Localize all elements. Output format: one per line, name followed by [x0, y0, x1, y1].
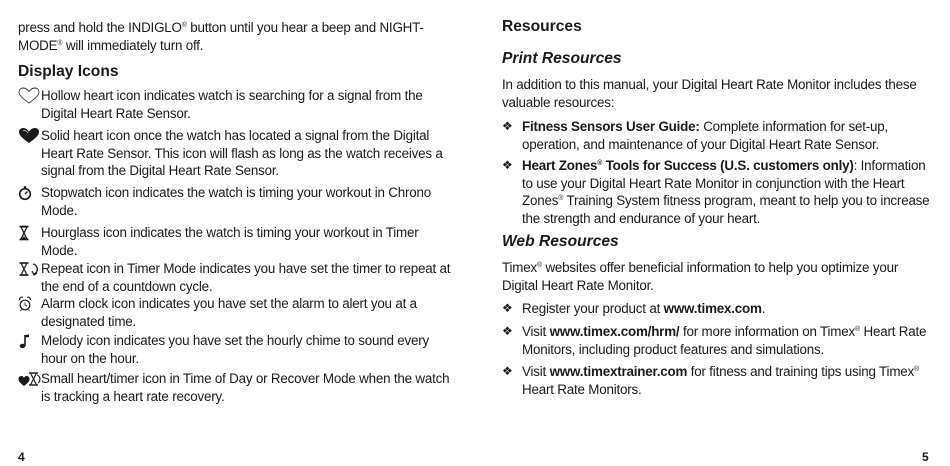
list-item-body: Complete information for set-up, operation, and maintenance of your Digital Heart Rate Sensor. — [522, 119, 889, 152]
web-resources-heading: Web Resources — [502, 233, 619, 250]
list-item-text — [522, 363, 932, 398]
melody-icon — [18, 332, 40, 350]
list-item-text — [522, 300, 932, 318]
intro-paragraph: press and hold the INDIGLO® button until you hear a beep and NIGHT-MODE® will immediately turn off. — [18, 20, 424, 53]
list-item-pre: Visit — [522, 324, 550, 339]
list-item-text: Solid heart icon once the watch has located a signal from the Digital Heart Rate Sensor. This icon will flash as long as the watch receives a signal from the Digital Heart Rate Sensor. — [41, 128, 443, 179]
display-icons-heading: Display Icons — [18, 63, 119, 80]
page-number-left: 4 — [18, 450, 25, 464]
list-item-post: for fitness and training tips using Timex® Heart Rate Monitors. — [522, 364, 919, 397]
diamond-bullet-icon: ❖ — [502, 158, 513, 172]
solid-heart-icon — [18, 127, 40, 145]
list-item-text: Stopwatch icon indicates the watch is timing your workout in Chrono Mode. — [41, 185, 432, 218]
list-item-text: Alarm clock icon indicates you have set the alarm to alert you at a designated time. — [41, 296, 417, 329]
print-resources-heading: Print Resources — [502, 50, 622, 67]
print-intro-paragraph: In addition to this manual, your Digital Heart Rate Monitor includes these valuable resources: — [502, 77, 917, 110]
timextrainer-link[interactable]: www.timextrainer.com — [549, 364, 688, 379]
heart-timer-icon — [18, 370, 40, 388]
hourglass-icon — [18, 224, 40, 242]
diamond-bullet-icon: ❖ — [502, 324, 513, 338]
left-page — [18, 0, 451, 466]
timex-link[interactable]: www.timex.com — [663, 301, 762, 316]
list-item-pre: Visit — [522, 364, 550, 379]
hollow-heart-icon — [18, 87, 40, 105]
repeat-icon — [18, 260, 40, 278]
list-item-text: Small heart/timer icon in Time of Day or Recover Mode when the watch is tracking a heart rate recovery. — [41, 371, 450, 404]
list-item-text: Hourglass icon indicates the watch is timing your workout in Timer Mode. — [41, 225, 419, 258]
alarm-clock-icon — [18, 295, 40, 313]
list-item-text: Hollow heart icon indicates watch is searching for a signal from the Digital Heart Rate Sensor. — [41, 88, 423, 121]
web-intro-paragraph: Timex® websites offer beneficial information to help you optimize your Digital Heart Rate Monitor. — [502, 260, 899, 293]
stopwatch-icon — [18, 184, 40, 202]
diamond-bullet-icon: ❖ — [502, 301, 513, 315]
right-page — [502, 0, 932, 466]
page-number-right: 5 — [922, 450, 929, 464]
list-item-text: Melody icon indicates you have set the hourly chime to sound every hour on the hour. — [41, 333, 429, 366]
list-item-text — [522, 118, 932, 153]
timex-hrm-link[interactable]: www.timex.com/hrm/ — [549, 324, 680, 339]
list-item-text — [522, 157, 932, 227]
list-item-text: Repeat icon in Timer Mode indicates you have set the timer to repeat at the end of a countdown cycle. — [41, 261, 451, 294]
list-item-post: . — [761, 301, 766, 316]
list-item-text — [522, 323, 932, 358]
resources-heading: Resources — [502, 18, 582, 35]
list-item-pre: Register your product at — [522, 301, 664, 316]
diamond-bullet-icon: ❖ — [502, 364, 513, 378]
diamond-bullet-icon: ❖ — [502, 119, 513, 133]
list-item-bold: Heart Zones® Tools for Success (U.S. customers only) — [522, 158, 854, 173]
list-item-post: for more information on Timex® Heart Rate Monitors, including product features and simulations. — [522, 324, 927, 357]
list-item-body: : Information to use your Digital Heart Rate Monitor in conjunction with the Heart Zones® Training System fitness program, meant to help you to increase the strength and endurance of your heart. — [522, 158, 930, 226]
list-item-bold: Fitness Sensors User Guide: — [522, 119, 700, 134]
